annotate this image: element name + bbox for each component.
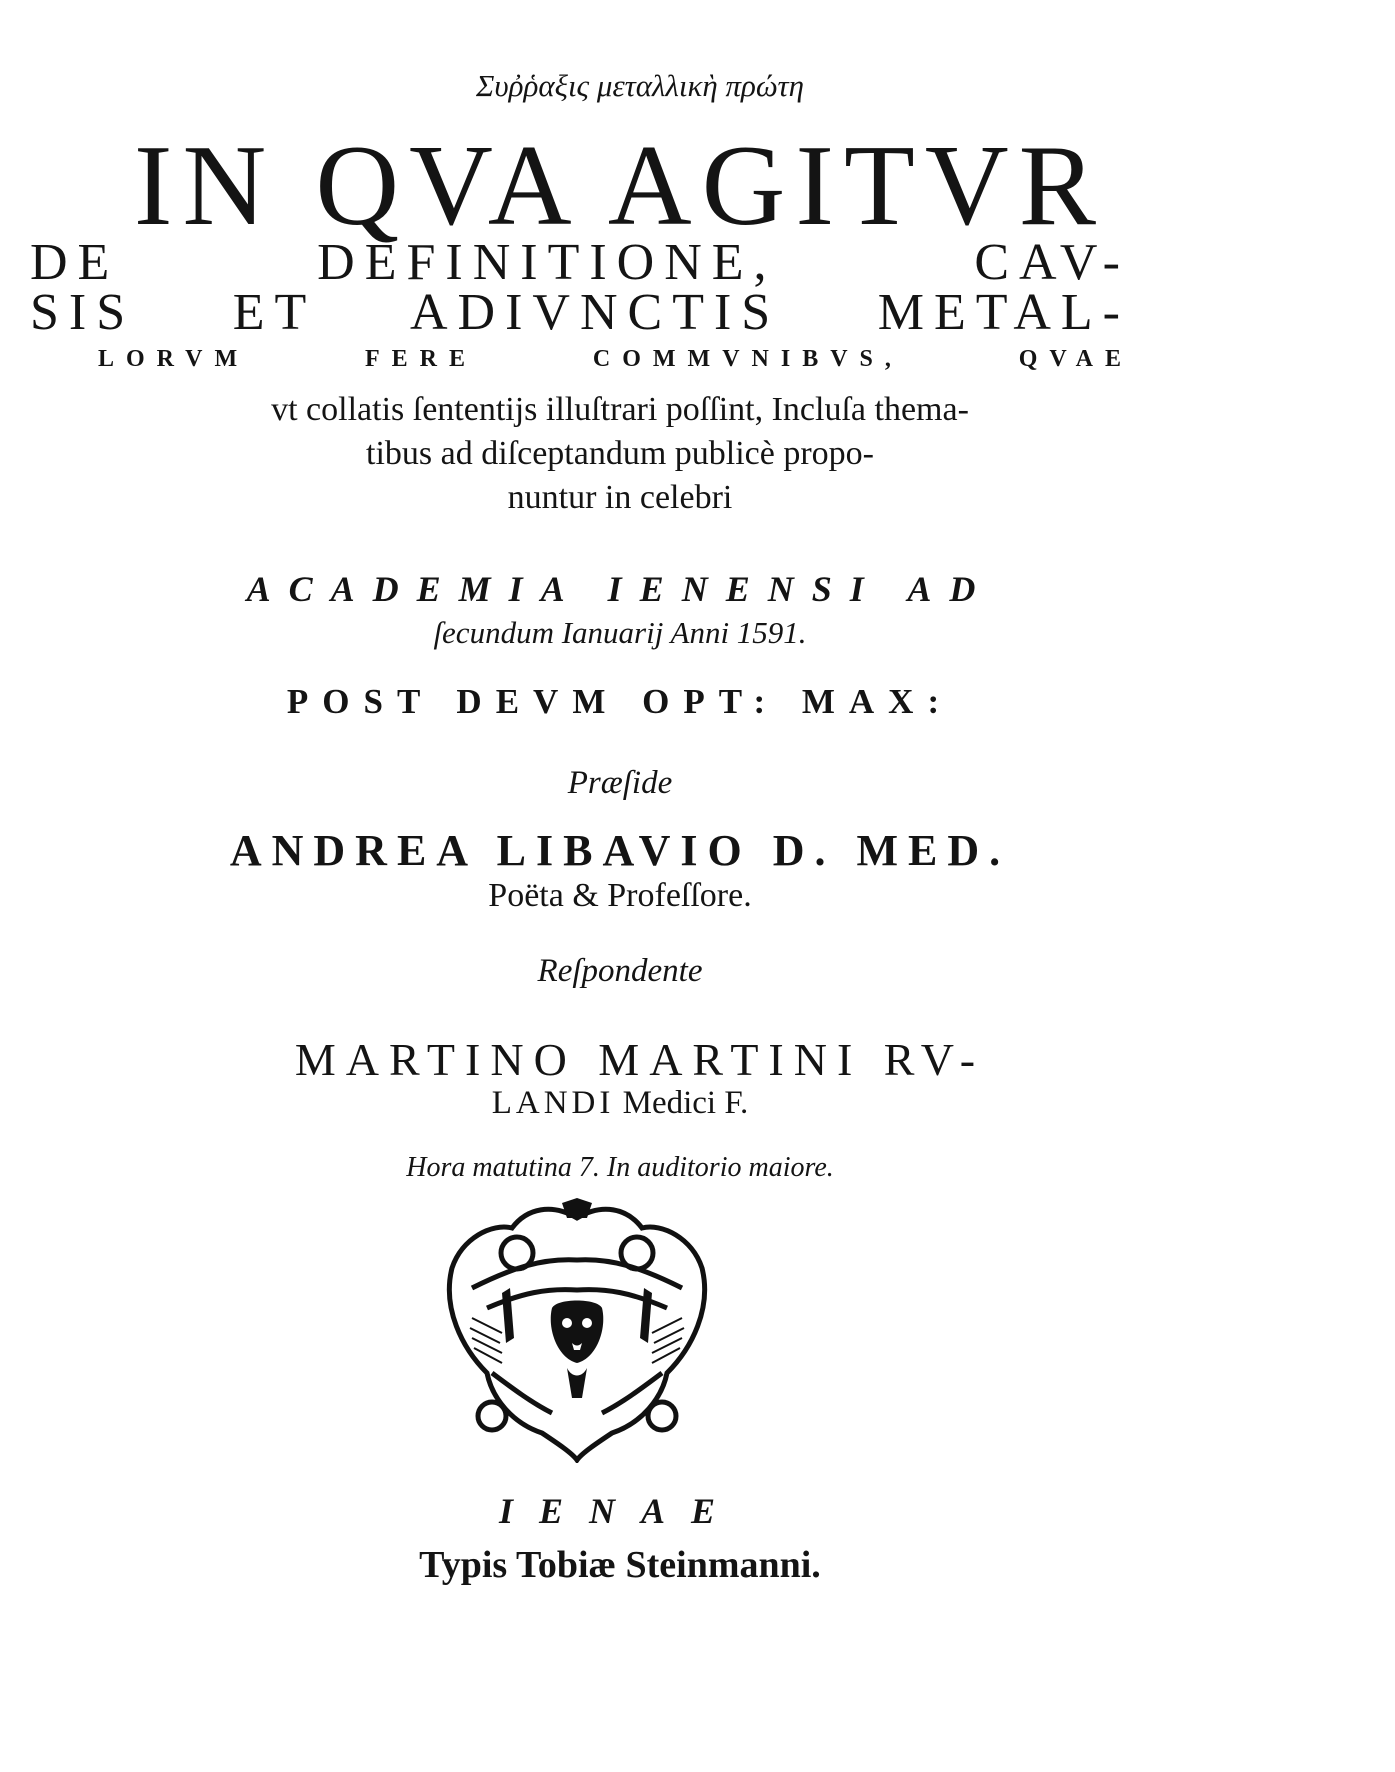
printer-device-emblem: [432, 1198, 722, 1463]
academia-line: ACADEMIA IENENSI AD: [246, 569, 994, 609]
time-place-line: Hora matutina 7. In auditorio maiore.: [406, 1152, 834, 1183]
praeses-title: Poëta & Profeſſore.: [488, 877, 752, 914]
title-body: [0, 388, 1240, 520]
title-main: IN QVA AGITVR: [133, 122, 1107, 250]
respondent-title: Medici F.: [614, 1085, 749, 1121]
respondente-label: Reſpondente: [537, 953, 703, 989]
respondent-surname-end: LANDI: [491, 1085, 615, 1121]
respondent-name: MARTINO MARTINI RV-: [294, 1034, 986, 1085]
body-line: vt collatis ſententijs illuſtrari poſſint, Incluſa thema-: [271, 391, 969, 428]
praeside-label: Præſide: [567, 765, 673, 801]
imprint-city: IENAE: [498, 1491, 742, 1531]
title-line-1: DE DEFINITIONE, CAV-: [30, 234, 1130, 291]
title-line-2: SIS ET ADIVNCTIS METAL-: [30, 284, 1130, 341]
date-line: ſecundum Ianuarij Anni 1591.: [433, 615, 807, 650]
title-line-3: LORVM FERE COMMVNIBVS, QVAE: [98, 346, 1133, 372]
greek-heading: Συῤῥαξις μεταλλικὴ πρώτη: [475, 68, 805, 103]
imprint-printer: Typis Tobiæ Steinmanni.: [419, 1544, 821, 1586]
praeses-name: ANDREA LIBAVIO D. MED.: [229, 826, 1011, 875]
body-line: tibus ad diſceptandum publicè propo-: [366, 435, 874, 472]
body-line: nuntur in celebri: [507, 479, 733, 516]
respondent-name-cont: [0, 1085, 1240, 1122]
invocation-line: POST DEVM OPT: MAX:: [286, 682, 954, 721]
